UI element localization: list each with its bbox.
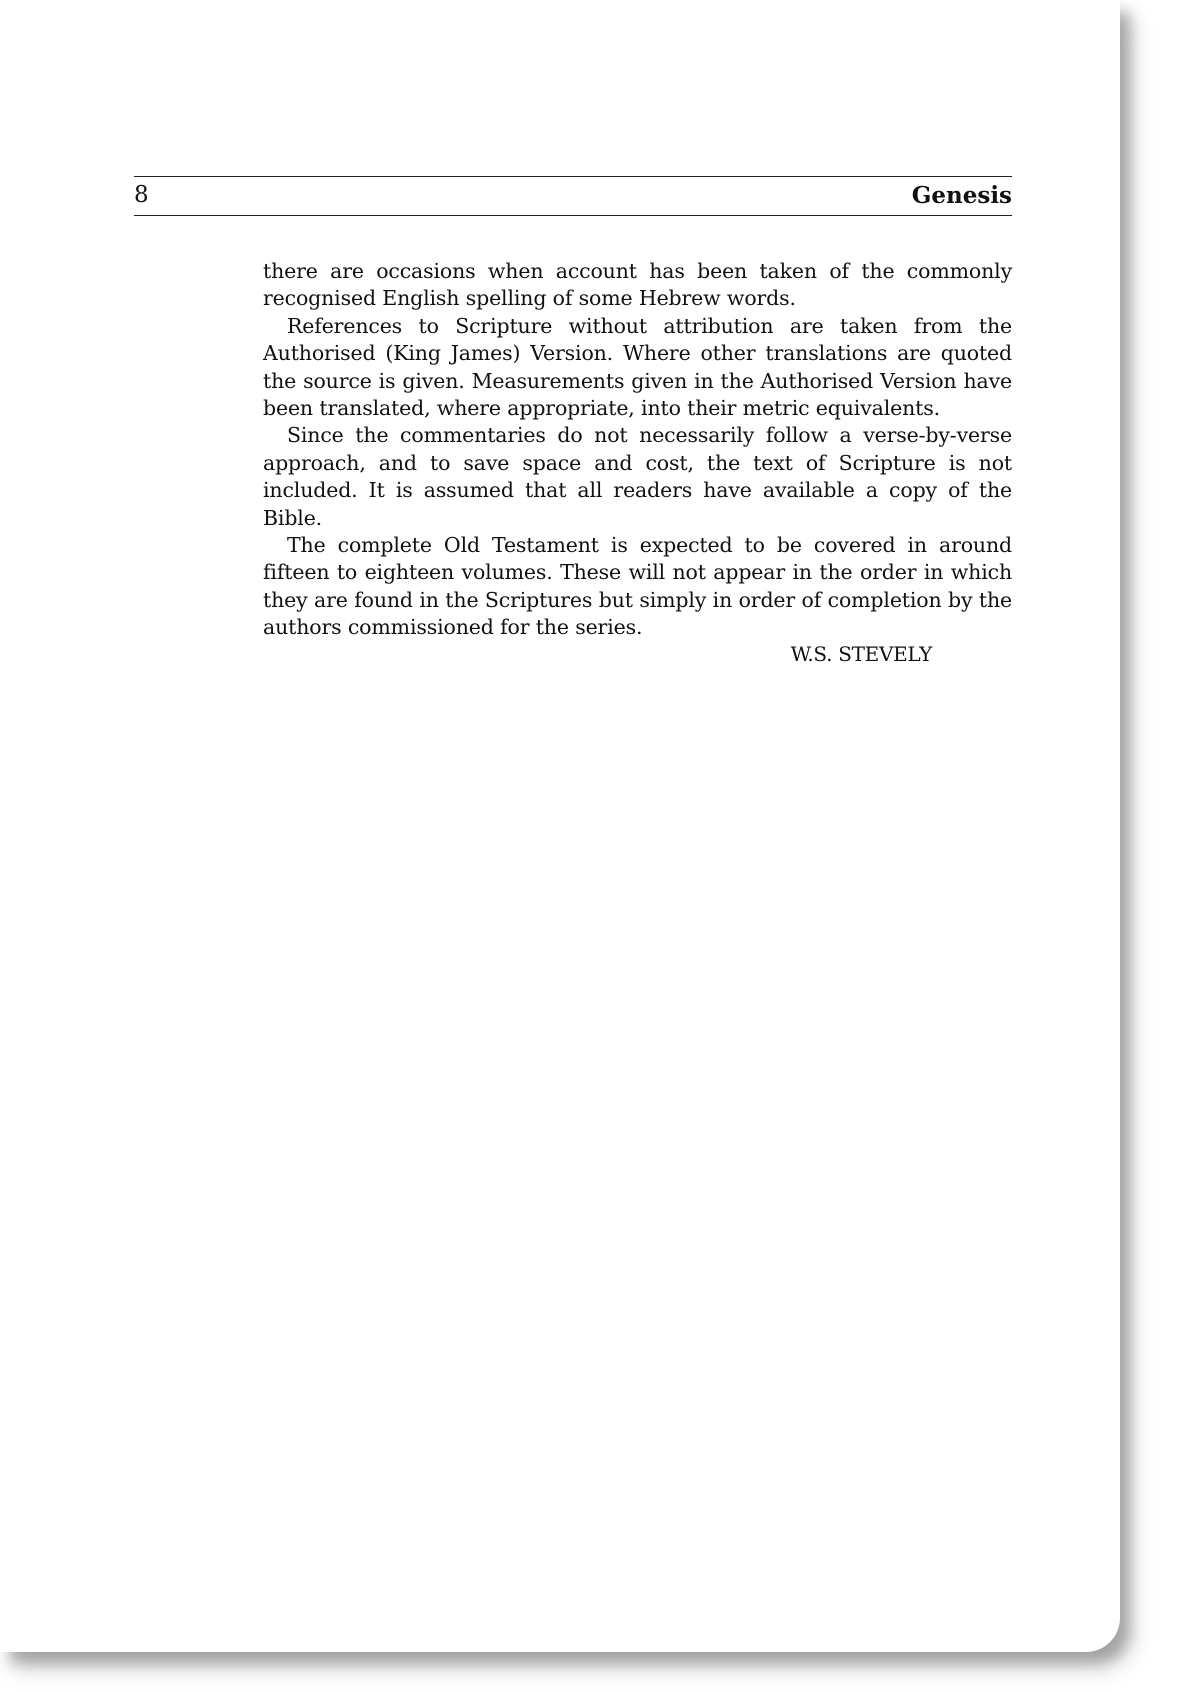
paragraph-2: References to Scripture without attribution are taken from the Authorised (King James) Version. Where other translations are quoted the source is given. Measurements given in the Authorised Version have been translated, where appropriate, into their metric equivalents. — [263, 313, 1012, 421]
body-text — [263, 258, 1012, 642]
author-signature: W.S. STEVELY — [790, 642, 932, 666]
running-header — [134, 176, 1012, 216]
book-title: Genesis — [911, 182, 1012, 209]
paragraph-4: The complete Old Testament is expected to be covered in around fifteen to eighteen volumes. These will not appear in the order in which they are found in the Scriptures but simply in order of completion by the authors commissioned for the series. — [263, 533, 1012, 640]
paragraph-1: there are occasions when account has been taken of the commonly recognised English spelling of some Hebrew words. — [263, 259, 1012, 311]
paragraph-3: Since the commentaries do not necessarily follow a verse-by-verse approach, and to save space and cost, the text of Scripture is not included. It is assumed that all readers have available a copy of the Bible. — [263, 423, 1012, 530]
page-number: 8 — [134, 182, 149, 208]
